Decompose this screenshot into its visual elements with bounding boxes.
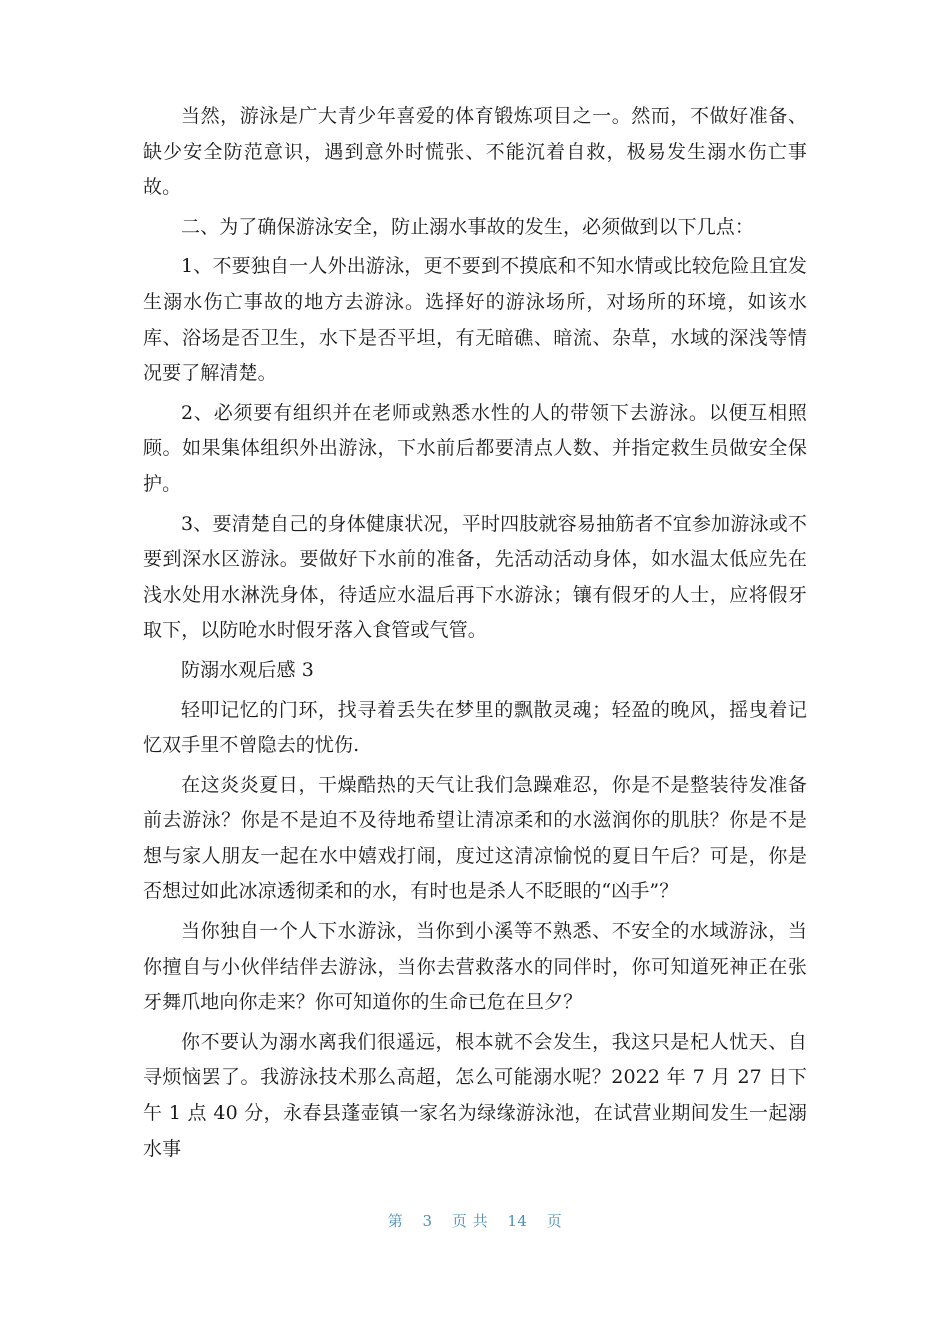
- list-item-paragraph: 3、要清楚自己的身体健康状况，平时四肢就容易抽筋者不宜参加游泳或不要到深水区游泳。要做好下水前的准备，先活动活动身体，如水温太低应先在浅水处用水淋洗身体，待适应水温后再下水游泳；镶有假牙的人士，应将假牙取下，以防呛水时假牙落入食管或气管。: [143, 512, 807, 642]
- section-heading: 二、为了确保游泳安全，防止溺水事故的发生，必须做到以下几点：: [181, 215, 755, 238]
- footer-prefix: 第: [387, 1212, 404, 1230]
- footer-page-number: 3: [422, 1212, 433, 1230]
- page-footer: [0, 1210, 950, 1231]
- paragraph: 轻叩记忆的门环，找寻着丢失在梦里的飘散灵魂；轻盈的晚风，摇曳着记忆双手里不曾隐去的忧伤.: [143, 698, 807, 757]
- paragraph: 当然，游泳是广大青少年喜爱的体育锻炼项目之一。然而，不做好准备、缺少安全防范意识，遇到意外时慌张、不能沉着自救，极易发生溺水伤亡事故。: [143, 105, 807, 199]
- paragraph: 在这炎炎夏日，干燥酷热的天气让我们急躁难忍，你是不是整装待发准备前去游泳？你是不是迫不及待地希望让清凉柔和的水滋润你的肌肤？你是不是想与家人朋友一起在水中嬉戏打闹，度过这清凉愉悦的夏日午后？可是，你是否想过如此冰凉透彻柔和的水，有时也是杀人不眨眼的“凶手”？: [143, 773, 807, 903]
- list-item-paragraph: 1、不要独自一人外出游泳，更不要到不摸底和不知水情或比较危险且宜发生溺水伤亡事故的地方去游泳。选择好的游泳场所，对场所的环境，如该水库、浴场是否卫生，水下是否平坦，有无暗礁、暗流、杂草，水域的深浅等情况要了解清楚。: [143, 255, 807, 385]
- footer-middle: 页 共: [451, 1212, 489, 1230]
- document-body: [143, 99, 807, 1171]
- paragraph: 你不要认为溺水离我们很遥远，根本就不会发生，我这只是杞人忧天、自寻烦恼罢了。我游泳技术那么高超，怎么可能溺水呢？2022 年 7 月 27 日下午 1 点 40 分，永春县蓬壶镇一家名为绿缘游泳池，在试营业期间发生一起溺水事: [143, 1030, 807, 1160]
- article-title: 防溺水观后感 3: [181, 658, 314, 681]
- paragraph: 当你独自一个人下水游泳，当你到小溪等不熟悉、不安全的水域游泳，当你擅自与小伙伴结伴去游泳，当你去营救落水的同伴时，你可知道死神正在张牙舞爪地向你走来？你可知道你的生命已危在旦夕？: [143, 920, 807, 1014]
- footer-suffix: 页: [546, 1212, 563, 1230]
- footer-total-pages: 14: [507, 1212, 528, 1230]
- list-item-paragraph: 2、必须要有组织并在老师或熟悉水性的人的带领下去游泳。以便互相照顾。如果集体组织外出游泳，下水前后都要清点人数、并指定救生员做安全保护。: [143, 401, 807, 495]
